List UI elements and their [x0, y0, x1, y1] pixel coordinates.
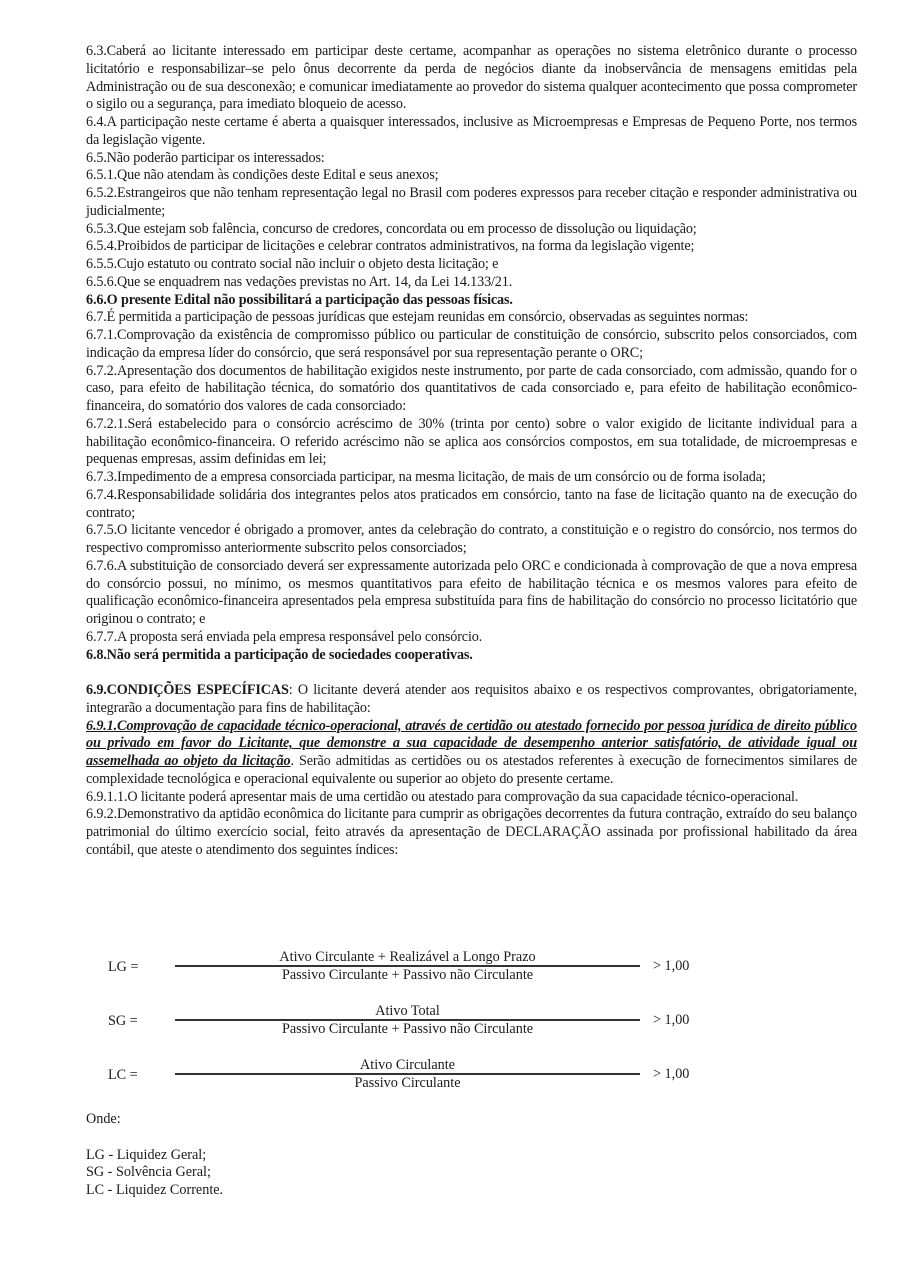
clause-6-7: 6.7.É permitida a participação de pessoas jurídicas que estejam reunidas em consórcio, observadas as seguintes normas: — [86, 309, 749, 326]
clause-6-5-6: 6.5.6.Que se enquadrem nas vedações previstas no Art. 14, da Lei 14.133/21. — [86, 273, 513, 290]
formula-lg — [86, 949, 726, 1003]
formula-numerator: Ativo Circulante — [360, 1057, 455, 1073]
formula-denominator: Passivo Circulante + Passivo não Circulante — [281, 1021, 534, 1037]
clause-6-7-3: 6.7.3.Impedimento de a empresa consorciada participar, na mesma licitação, de mais de um consórcio ou de forma isolada; — [86, 469, 766, 485]
clause-6-9-2: 6.9.2.Demonstrativo da aptidão econômica do licitante para cumprir as obrigações decorrentes da futura contração, extraído do seu balanço patrimonial do último exercício social, feito através da apresentação de DECLARAÇÃO assinada por profissional habilitado da área contábil, que ateste o atendimento dos seguintes índices: — [86, 806, 857, 858]
legend-item-lg: LG - Liquidez Geral; — [86, 1146, 207, 1163]
clause-6-7-2-1: 6.7.2.1.Será estabelecido para o consórcio acréscimo de 30% (trinta por cento) sobre o valor exigido de licitante individual para a habilitação econômico-financeira. O referido acréscimo não se aplica aos consórcios compostos, em sua totalidade, de microempresas e pequenas empresas, assim definidas em lei; — [86, 415, 857, 468]
clause-6-7-5: 6.7.5.O licitante vencedor é obrigado a promover, antes da celebração do contrato, a constituição e o registro do consórcio, nos termos do respectivo compromisso anteriormente subscrito pelos consorciados; — [86, 522, 857, 556]
clause-6-9-1-emphasis: 6.9.1.Comprovação de capacidade técnico-operacional, através de certidão ou atestado fornecido por pessoa jurídica de direito público ou privado em favor do Licitante, que demonstre a sua capacidade de desempenho anterior satisfatório, de atividade igual ou assemelhada ao objeto da licitação — [86, 717, 857, 769]
clause-6-7-2: 6.7.2.Apresentação dos documentos de habilitação exigidos neste instrumento, por parte de cada consorciado, com admissão, quando for o caso, para efeito de habilitação técnica, do somatório dos quantitativos de cada consorciado e, para efeito de habilitação econômico-financeira, do somatório dos valores de cada consorciado: — [86, 362, 857, 414]
document-body — [86, 43, 857, 860]
clause-6-4: 6.4.A participação neste certame é aberta a quaisquer interessados, inclusive as Microempresas e Empresas de Pequeno Porte, nos termos da legislação vigente. — [86, 114, 857, 148]
spacer — [86, 664, 857, 682]
legend-item-sg: SG - Solvência Geral; — [86, 1164, 211, 1181]
clause-6-9-text: : O licitante deverá atender aos requisitos abaixo e os respectivos comprovantes, obrigatoriamente, integrarão a documentação para fins de habilitação: — [86, 682, 857, 716]
formula-lc — [86, 1057, 726, 1111]
formula-label: LG = — [108, 959, 139, 975]
formula-numerator: Ativo Circulante + Realizável a Longo Prazo — [279, 949, 536, 965]
formula-legend — [86, 1111, 223, 1200]
formula-sg — [86, 1003, 726, 1057]
financial-index-formulas — [86, 949, 726, 1111]
formula-threshold: > 1,00 — [653, 1066, 690, 1082]
clause-6-7-1: 6.7.1.Comprovação da existência de compromisso público ou particular de constituição de consórcio, subscrito pelos consorciados, com indicação da empresa líder do consórcio, que será responsável por sua representação perante o ORC; — [86, 327, 857, 361]
clause-6-3: 6.3.Caberá ao licitante interessado em participar deste certame, acompanhar as operações no sistema eletrônico durante o processo licitatório e responsabilizar–se pelo ônus decorrente da perda de negócios diante da inobservância de mensagens emitidas pela Administração ou de sua desconexão; e comunicar imediatamente ao provedor do sistema qualquer acontecimento que possa comprometer o sigilo ou a segurança, para imediato bloqueio de acesso. — [86, 43, 857, 113]
spacer — [86, 1129, 223, 1147]
clause-6-9-heading: 6.9.CONDIÇÕES ESPECÍFICAS — [86, 682, 289, 698]
formula-label: SG = — [108, 1013, 138, 1029]
legend-title: Onde: — [86, 1111, 121, 1127]
formula-denominator: Passivo Circulante + Passivo não Circulante — [281, 967, 534, 983]
formula-threshold: > 1,00 — [653, 958, 690, 974]
clause-6-6: 6.6.O presente Edital não possibilitará a participação das pessoas físicas. — [86, 291, 513, 308]
clause-6-9 — [86, 682, 857, 718]
clause-6-7-7: 6.7.7.A proposta será enviada pela empresa responsável pelo consórcio. — [86, 628, 483, 645]
formula-denominator: Passivo Circulante — [354, 1075, 461, 1091]
clause-6-7-6: 6.7.6.A substituição de consorciado deverá ser expressamente autorizada pelo ORC e condicionada à comprovação de que a nova empresa do consórcio possui, no mínimo, os mesmos quantitativos para efeito de habilitação técnica e os mesmos valores para efeito de qualificação econômico-financeira apresentados pela empresa substituída para fins de habilitação do consórcio no processo licitatório que originou o contrato; e — [86, 557, 857, 627]
clause-6-5: 6.5.Não poderão participar os interessados: — [86, 149, 325, 166]
clause-6-5-3: 6.5.3.Que estejam sob falência, concurso de credores, concordata ou em processo de dissolução ou liquidação; — [86, 220, 697, 237]
clause-6-9-1 — [86, 718, 857, 789]
clause-6-5-2: 6.5.2.Estrangeiros que não tenham representação legal no Brasil com poderes expressos para receber citação e responder administrativa ou judicialmente; — [86, 185, 857, 219]
clause-6-9-1-1: 6.9.1.1.O licitante poderá apresentar mais de uma certidão ou atestado para comprovação da sua capacidade técnico-operacional. — [86, 788, 799, 805]
clause-6-5-1: 6.5.1.Que não atendam às condições deste Edital e seus anexos; — [86, 167, 439, 184]
clause-6-5-4: 6.5.4.Proibidos de participar de licitações e celebrar contratos administrativos, na forma da legislação vigente; — [86, 238, 695, 255]
clause-6-5-5: 6.5.5.Cujo estatuto ou contrato social não incluir o objeto desta licitação; e — [86, 256, 499, 272]
clause-6-8: 6.8.Não será permitida a participação de sociedades cooperativas. — [86, 646, 473, 663]
clause-6-7-4: 6.7.4.Responsabilidade solidária dos integrantes pelos atos praticados em consórcio, tanto na fase de licitação quanto na de execução do contrato; — [86, 486, 857, 521]
formula-numerator: Ativo Total — [375, 1003, 440, 1019]
legend-item-lc: LC - Liquidez Corrente. — [86, 1182, 224, 1198]
formula-threshold: > 1,00 — [653, 1012, 690, 1028]
clause-6-9-1-text: . Serão admitidas as certidões ou os atestados referentes à execução de fornecimentos similares de complexidade tecnológica e operacional equivalente ou superior ao objeto do presente certame. — [86, 753, 857, 787]
formula-label: LC = — [108, 1067, 138, 1083]
